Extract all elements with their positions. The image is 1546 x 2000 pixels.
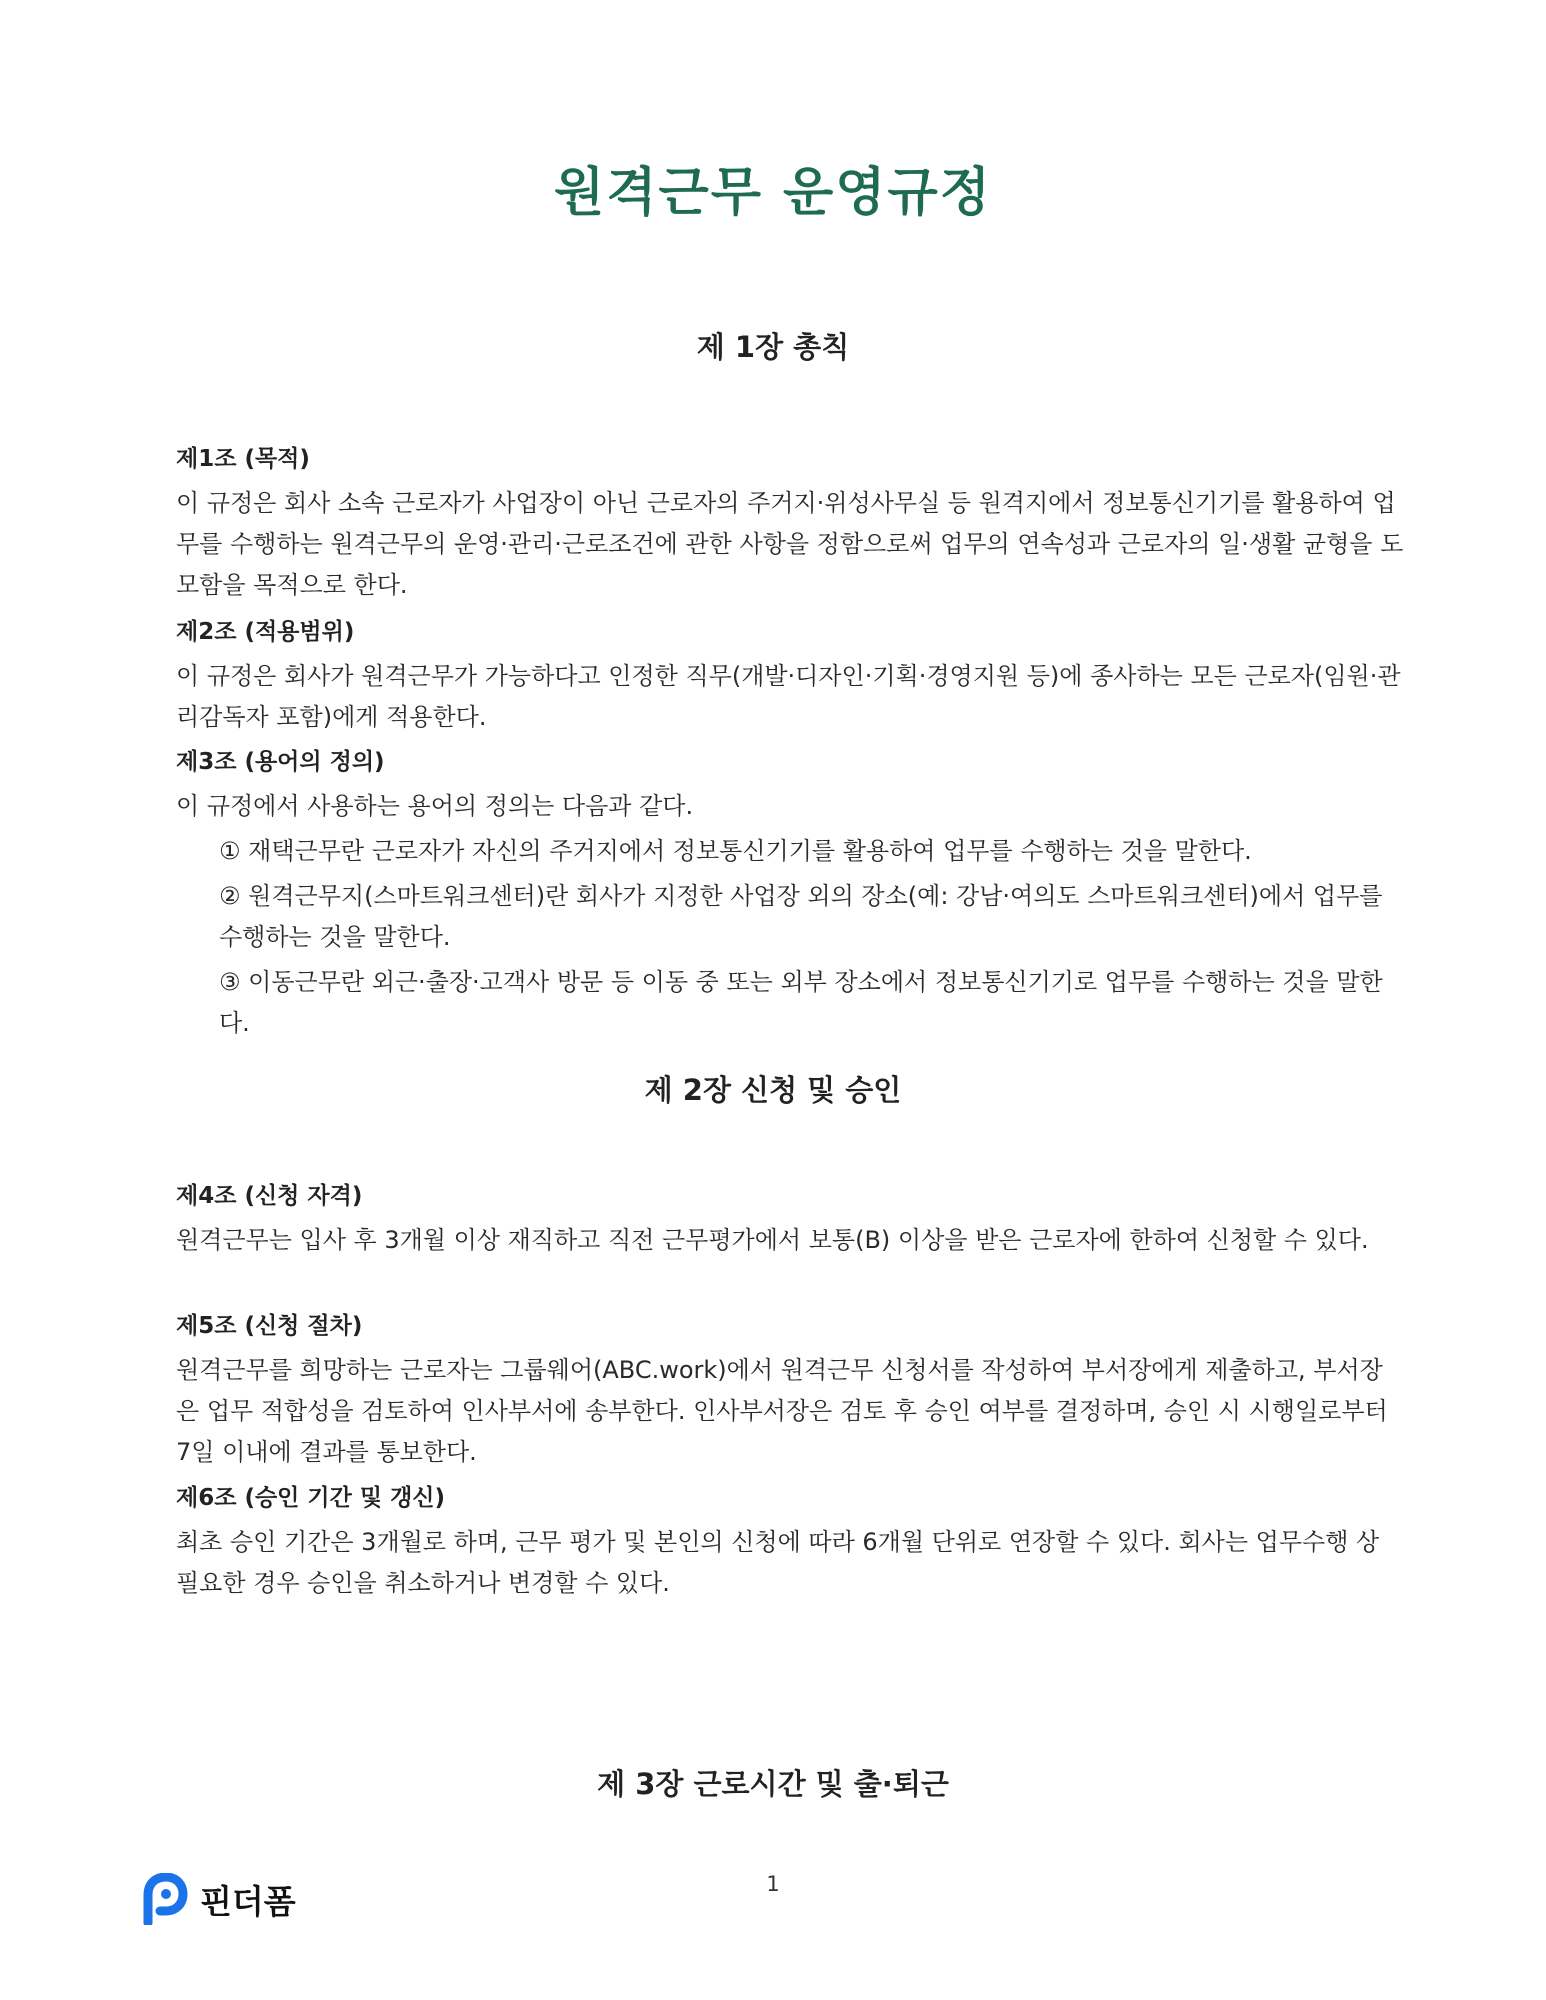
article-body: 원격근무는 입사 후 3개월 이상 재직하고 직전 근무평가에서 보통(B) 이상을 받은 근로자에 한하여 신청할 수 있다. [176, 1226, 1369, 1254]
article-body: 원격근무를 희망하는 근로자는 그룹웨어(ABC.work)에서 원격근무 신청서를 작성하여 부서장에게 제출하고, 부서장은 업무 적합성을 검토하여 인사부서에 송부한다. 인사부서장은 검토 후 승인 여부를 결정하며, 승인 시 시행일로부터 7일 이내에 결과를 통보한다. [176, 1356, 1388, 1466]
document-title: 원격근무 운영규정 [554, 163, 992, 223]
chapter-2-heading: 제 2장 신청 및 승인 [644, 1073, 902, 1107]
article-title: 제5조 (신청 절차) [176, 1313, 363, 1339]
definition-item: ③ 이동근무란 외근·출장·고객사 방문 등 이동 중 또는 외부 장소에서 정보통신기기로 업무를 수행하는 것을 말한다. [219, 968, 1383, 1037]
page-number: 1 [766, 1872, 780, 1896]
finderform-logo-icon [140, 1873, 188, 1925]
article-2 [176, 613, 1406, 738]
logo-text: 핀더폼 [200, 1881, 296, 1921]
article-4 [176, 1177, 1406, 1261]
article-title: 제2조 (적용범위) [176, 619, 355, 645]
chapter-1-heading: 제 1장 총칙 [696, 330, 850, 364]
article-3 [176, 743, 1406, 1044]
brand-logo [140, 1873, 296, 1925]
article-6 [176, 1479, 1406, 1604]
article-body: 이 규정은 회사가 원격근무가 가능하다고 인정한 직무(개발·디자인·기획·경영지원 등)에 종사하는 모든 근로자(임원·관리감독자 포함)에게 적용한다. [176, 662, 1401, 731]
article-body: 이 규정에서 사용하는 용어의 정의는 다음과 같다. [176, 792, 694, 820]
article-title: 제1조 (목적) [176, 446, 310, 472]
definition-item: ① 재택근무란 근로자가 자신의 주거지에서 정보통신기기를 활용하여 업무를 수행하는 것을 말한다. [219, 837, 1252, 865]
definition-item: ② 원격근무지(스마트워크센터)란 회사가 지정한 사업장 외의 장소(예: 강남·여의도 스마트워크센터)에서 업무를 수행하는 것을 말한다. [219, 882, 1383, 951]
chapter-3-heading: 제 3장 근로시간 및 출·퇴근 [597, 1767, 949, 1801]
article-1 [176, 440, 1406, 606]
article-body: 이 규정은 회사 소속 근로자가 사업장이 아닌 근로자의 주거지·위성사무실 등 원격지에서 정보통신기기를 활용하여 업무를 수행하는 원격근무의 운영·관리·근로조건에 관한 사항을 정함으로써 업무의 연속성과 근로자의 일·생활 균형을 도모함을 목적으로 한다. [176, 489, 1404, 599]
article-5 [176, 1307, 1406, 1473]
article-title: 제6조 (승인 기간 및 갱신) [176, 1485, 446, 1511]
article-title: 제4조 (신청 자격) [176, 1183, 363, 1209]
article-title: 제3조 (용어의 정의) [176, 749, 385, 775]
article-body: 최초 승인 기간은 3개월로 하며, 근무 평가 및 본인의 신청에 따라 6개월 단위로 연장할 수 있다. 회사는 업무수행 상 필요한 경우 승인을 취소하거나 변경할 수 있다. [176, 1528, 1380, 1597]
